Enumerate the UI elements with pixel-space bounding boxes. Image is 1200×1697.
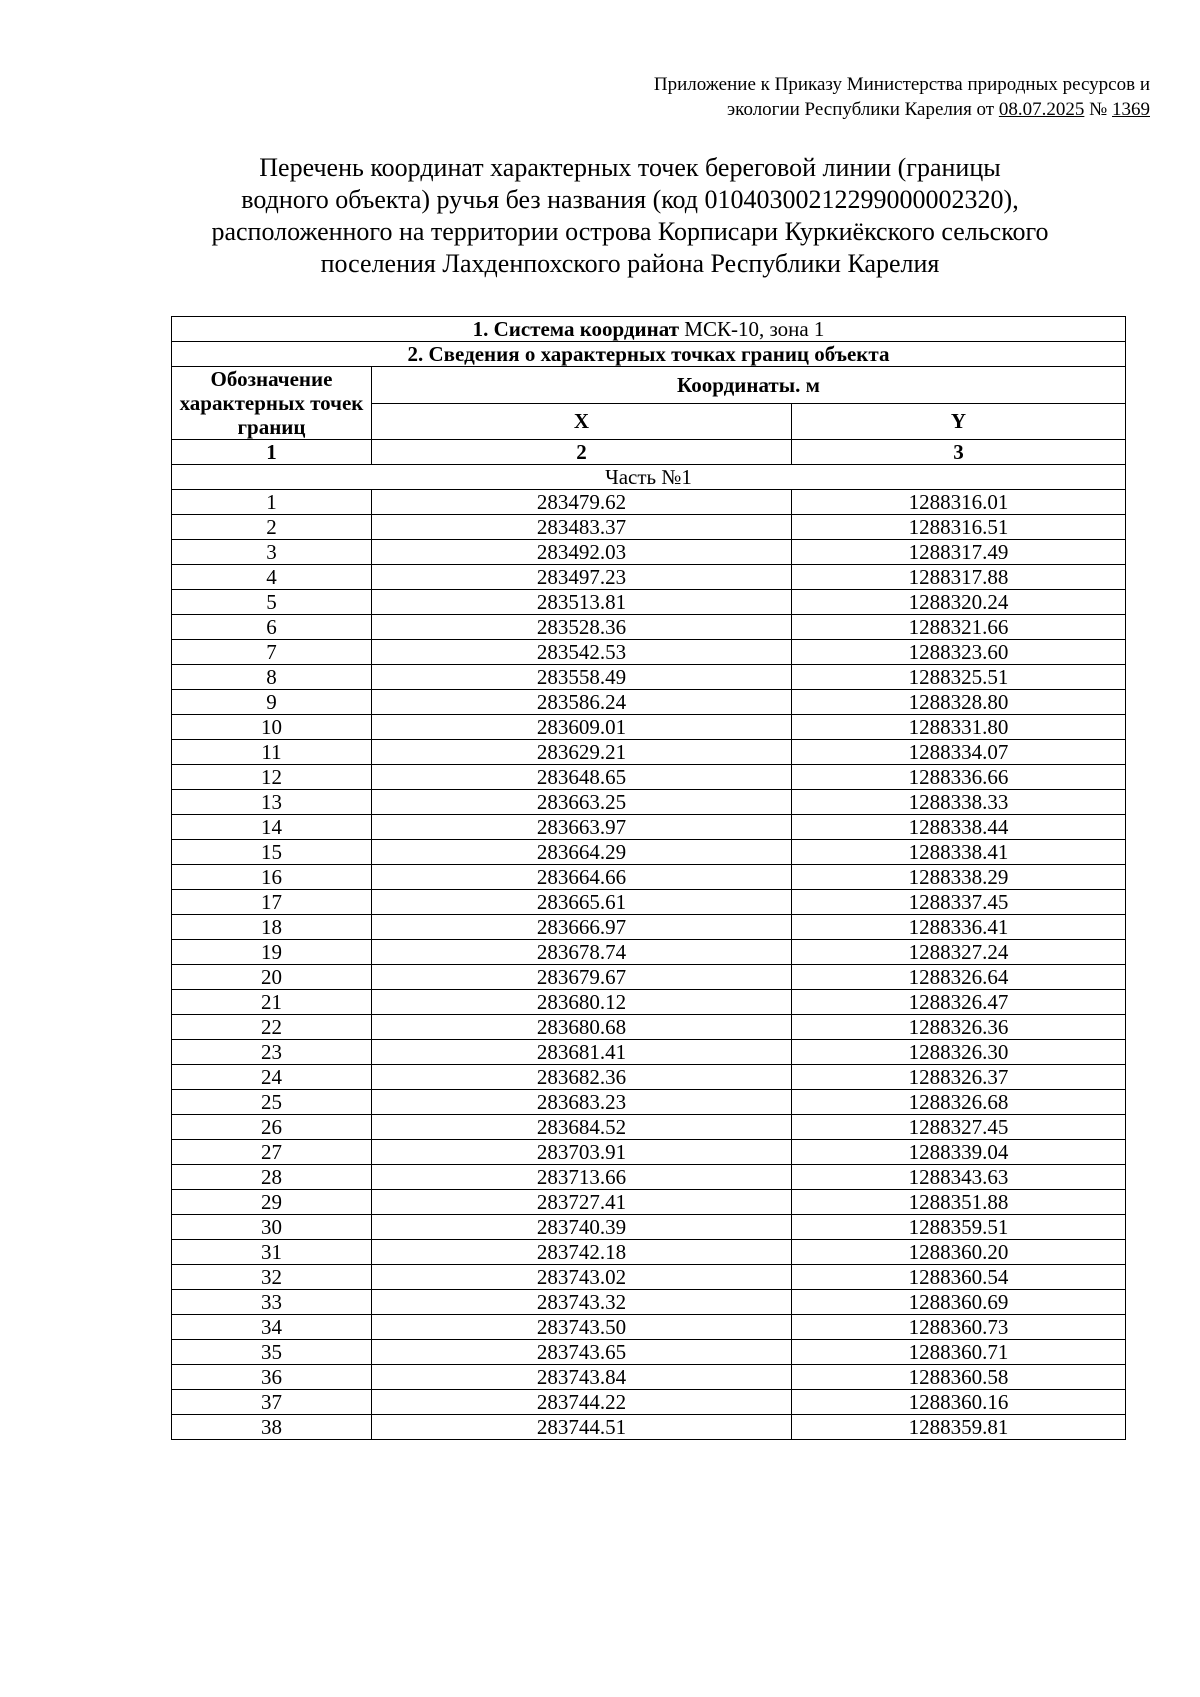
table-row (172, 1390, 1126, 1415)
y-coordinate: 1288360.71 (792, 1340, 1126, 1365)
points-info-cell: 2. Сведения о характерных точках границ объекта (172, 342, 1126, 367)
x-coordinate: 283663.25 (372, 790, 792, 815)
y-coordinate: 1288317.88 (792, 565, 1126, 590)
point-number: 11 (172, 740, 372, 765)
table-row (172, 665, 1126, 690)
title-line-1: Перечень координат характерных точек береговой линии (границы (259, 153, 1001, 182)
table-row (172, 1415, 1126, 1440)
point-number: 19 (172, 940, 372, 965)
y-coordinate: 1288338.41 (792, 840, 1126, 865)
point-number: 31 (172, 1240, 372, 1265)
table-row (172, 915, 1126, 940)
x-coordinate: 283682.36 (372, 1065, 792, 1090)
title-line-2: водного объекта) ручья без названия (код 01040300212299000002320), (241, 185, 1019, 214)
point-number: 21 (172, 990, 372, 1015)
column-number-row (172, 440, 1126, 465)
x-coordinate: 283528.36 (372, 615, 792, 640)
table-row (172, 1015, 1126, 1040)
title-line-3: расположенного на территории острова Корписари Куркиёкского сельского (211, 217, 1049, 246)
x-coordinate: 283684.52 (372, 1115, 792, 1140)
y-coordinate: 1288338.29 (792, 865, 1126, 890)
y-coordinate: 1288326.47 (792, 990, 1126, 1015)
y-coordinate: 1288326.68 (792, 1090, 1126, 1115)
table-row (172, 790, 1126, 815)
y-coordinate: 1288360.20 (792, 1240, 1126, 1265)
point-number: 23 (172, 1040, 372, 1065)
x-coordinate: 283666.97 (372, 915, 792, 940)
table-row (172, 1265, 1126, 1290)
point-number: 26 (172, 1115, 372, 1140)
title-line-4: поселения Лахденпохского района Республики Карелия (320, 249, 940, 278)
point-number: 3 (172, 540, 372, 565)
coordinate-system-cell (172, 317, 1126, 342)
y-coordinate: 1288338.33 (792, 790, 1126, 815)
table-row (172, 940, 1126, 965)
x-coordinate: 283727.41 (372, 1190, 792, 1215)
table-row (172, 990, 1126, 1015)
x-coordinate: 283513.81 (372, 590, 792, 615)
point-number: 27 (172, 1140, 372, 1165)
table-row (172, 540, 1126, 565)
y-coordinate: 1288316.01 (792, 490, 1126, 515)
table-row (172, 615, 1126, 640)
column-number-1: 1 (172, 440, 372, 465)
y-coordinate: 1288339.04 (792, 1140, 1126, 1165)
table-row (172, 965, 1126, 990)
x-header: X (372, 403, 792, 440)
number-sign: № (1089, 99, 1108, 120)
x-coordinate: 283629.21 (372, 740, 792, 765)
table-row (172, 1115, 1126, 1140)
table-row (172, 690, 1126, 715)
point-number: 36 (172, 1365, 372, 1390)
x-coordinate: 283665.61 (372, 890, 792, 915)
point-number: 15 (172, 840, 372, 865)
point-number: 17 (172, 890, 372, 915)
point-number: 8 (172, 665, 372, 690)
x-coordinate: 283479.62 (372, 490, 792, 515)
point-number: 28 (172, 1165, 372, 1190)
x-coordinate: 283542.53 (372, 640, 792, 665)
coordinates-table (171, 316, 1126, 1440)
y-coordinate: 1288326.30 (792, 1040, 1126, 1065)
coordinates-header: Координаты. м (372, 367, 1126, 404)
table-row (172, 515, 1126, 540)
x-coordinate: 283680.68 (372, 1015, 792, 1040)
x-coordinate: 283483.37 (372, 515, 792, 540)
x-coordinate: 283742.18 (372, 1240, 792, 1265)
x-coordinate: 283743.65 (372, 1340, 792, 1365)
y-coordinate: 1288317.49 (792, 540, 1126, 565)
coordinate-system-value: МСК-10, зона 1 (684, 317, 825, 341)
y-coordinate: 1288360.54 (792, 1265, 1126, 1290)
y-coordinate: 1288325.51 (792, 665, 1126, 690)
table-row (172, 765, 1126, 790)
x-coordinate: 283664.66 (372, 865, 792, 890)
point-number: 25 (172, 1090, 372, 1115)
y-coordinate: 1288336.41 (792, 915, 1126, 940)
point-number: 5 (172, 590, 372, 615)
table-row (172, 840, 1126, 865)
table-row (172, 1215, 1126, 1240)
coordinate-system-label: 1. Система координат (472, 317, 680, 341)
y-coordinate: 1288323.60 (792, 640, 1126, 665)
y-coordinate: 1288336.66 (792, 765, 1126, 790)
point-number: 35 (172, 1340, 372, 1365)
x-coordinate: 283679.67 (372, 965, 792, 990)
y-coordinate: 1288316.51 (792, 515, 1126, 540)
point-number: 6 (172, 615, 372, 640)
point-number: 14 (172, 815, 372, 840)
point-number: 1 (172, 490, 372, 515)
y-coordinate: 1288327.45 (792, 1115, 1126, 1140)
point-number: 16 (172, 865, 372, 890)
table-row (172, 815, 1126, 840)
point-designation-header: Обозначение характерных точек границ (172, 367, 372, 440)
y-coordinate: 1288343.63 (792, 1165, 1126, 1190)
table-row (172, 590, 1126, 615)
point-number: 10 (172, 715, 372, 740)
y-coordinate: 1288321.66 (792, 615, 1126, 640)
points-info-row (172, 342, 1126, 367)
table-row (172, 890, 1126, 915)
point-number: 32 (172, 1265, 372, 1290)
point-number: 18 (172, 915, 372, 940)
y-coordinate: 1288334.07 (792, 740, 1126, 765)
point-number: 37 (172, 1390, 372, 1415)
x-coordinate: 283743.50 (372, 1315, 792, 1340)
y-coordinate: 1288338.44 (792, 815, 1126, 840)
y-coordinate: 1288326.64 (792, 965, 1126, 990)
table-row (172, 715, 1126, 740)
y-coordinate: 1288360.69 (792, 1290, 1126, 1315)
part-label: Часть №1 (172, 465, 1126, 490)
y-coordinate: 1288360.16 (792, 1390, 1126, 1415)
y-coordinate: 1288331.80 (792, 715, 1126, 740)
x-coordinate: 283586.24 (372, 690, 792, 715)
x-coordinate: 283678.74 (372, 940, 792, 965)
y-coordinate: 1288320.24 (792, 590, 1126, 615)
point-number: 2 (172, 515, 372, 540)
x-coordinate: 283743.32 (372, 1290, 792, 1315)
table-row (172, 1165, 1126, 1190)
table-row (172, 1340, 1126, 1365)
y-coordinate: 1288337.45 (792, 890, 1126, 915)
y-coordinate: 1288328.80 (792, 690, 1126, 715)
x-coordinate: 283743.84 (372, 1365, 792, 1390)
point-number: 34 (172, 1315, 372, 1340)
order-number: 1369 (1112, 99, 1150, 120)
x-coordinate: 283681.41 (372, 1040, 792, 1065)
point-number: 13 (172, 790, 372, 815)
header-row-1 (172, 367, 1126, 404)
table-row (172, 1315, 1126, 1340)
point-number: 4 (172, 565, 372, 590)
point-number: 22 (172, 1015, 372, 1040)
x-coordinate: 283703.91 (372, 1140, 792, 1165)
table-row (172, 490, 1126, 515)
x-coordinate: 283744.22 (372, 1390, 792, 1415)
appendix-line-2-text: экологии Республики Карелия от (727, 99, 995, 120)
y-coordinate: 1288360.58 (792, 1365, 1126, 1390)
x-coordinate: 283744.51 (372, 1415, 792, 1440)
table-row (172, 1190, 1126, 1215)
column-number-2: 2 (372, 440, 792, 465)
x-coordinate: 283609.01 (372, 715, 792, 740)
point-number: 7 (172, 640, 372, 665)
appendix-line-1: Приложение к Приказу Министерства природных ресурсов и (653, 74, 1150, 95)
y-coordinate: 1288351.88 (792, 1190, 1126, 1215)
order-date: 08.07.2025 (998, 99, 1085, 120)
y-coordinate: 1288326.37 (792, 1065, 1126, 1090)
part-row (172, 465, 1126, 490)
appendix-line-2 (450, 97, 1150, 122)
x-coordinate: 283683.23 (372, 1090, 792, 1115)
x-coordinate: 283743.02 (372, 1265, 792, 1290)
y-coordinate: 1288360.73 (792, 1315, 1126, 1340)
table-row (172, 1040, 1126, 1065)
x-coordinate: 283648.65 (372, 765, 792, 790)
y-coordinate: 1288359.81 (792, 1415, 1126, 1440)
document-title (150, 152, 1110, 280)
y-coordinate: 1288327.24 (792, 940, 1126, 965)
table-row (172, 640, 1126, 665)
x-coordinate: 283680.12 (372, 990, 792, 1015)
point-number: 20 (172, 965, 372, 990)
table-row (172, 1365, 1126, 1390)
y-coordinate: 1288359.51 (792, 1215, 1126, 1240)
y-coordinate: 1288326.36 (792, 1015, 1126, 1040)
table-row (172, 740, 1126, 765)
x-coordinate: 283558.49 (372, 665, 792, 690)
appendix-note (450, 72, 1150, 122)
point-number: 33 (172, 1290, 372, 1315)
point-number: 29 (172, 1190, 372, 1215)
x-coordinate: 283663.97 (372, 815, 792, 840)
x-coordinate: 283713.66 (372, 1165, 792, 1190)
table-row (172, 1090, 1126, 1115)
point-number: 12 (172, 765, 372, 790)
point-number: 30 (172, 1215, 372, 1240)
y-header: Y (792, 403, 1126, 440)
table-row (172, 1140, 1126, 1165)
table-row (172, 865, 1126, 890)
x-coordinate: 283740.39 (372, 1215, 792, 1240)
table-row (172, 1290, 1126, 1315)
point-number: 24 (172, 1065, 372, 1090)
x-coordinate: 283664.29 (372, 840, 792, 865)
column-number-3: 3 (792, 440, 1126, 465)
coordinate-system-row (172, 317, 1126, 342)
table-row (172, 1065, 1126, 1090)
x-coordinate: 283492.03 (372, 540, 792, 565)
x-coordinate: 283497.23 (372, 565, 792, 590)
table-row (172, 565, 1126, 590)
point-number: 9 (172, 690, 372, 715)
point-number: 38 (172, 1415, 372, 1440)
table-row (172, 1240, 1126, 1265)
